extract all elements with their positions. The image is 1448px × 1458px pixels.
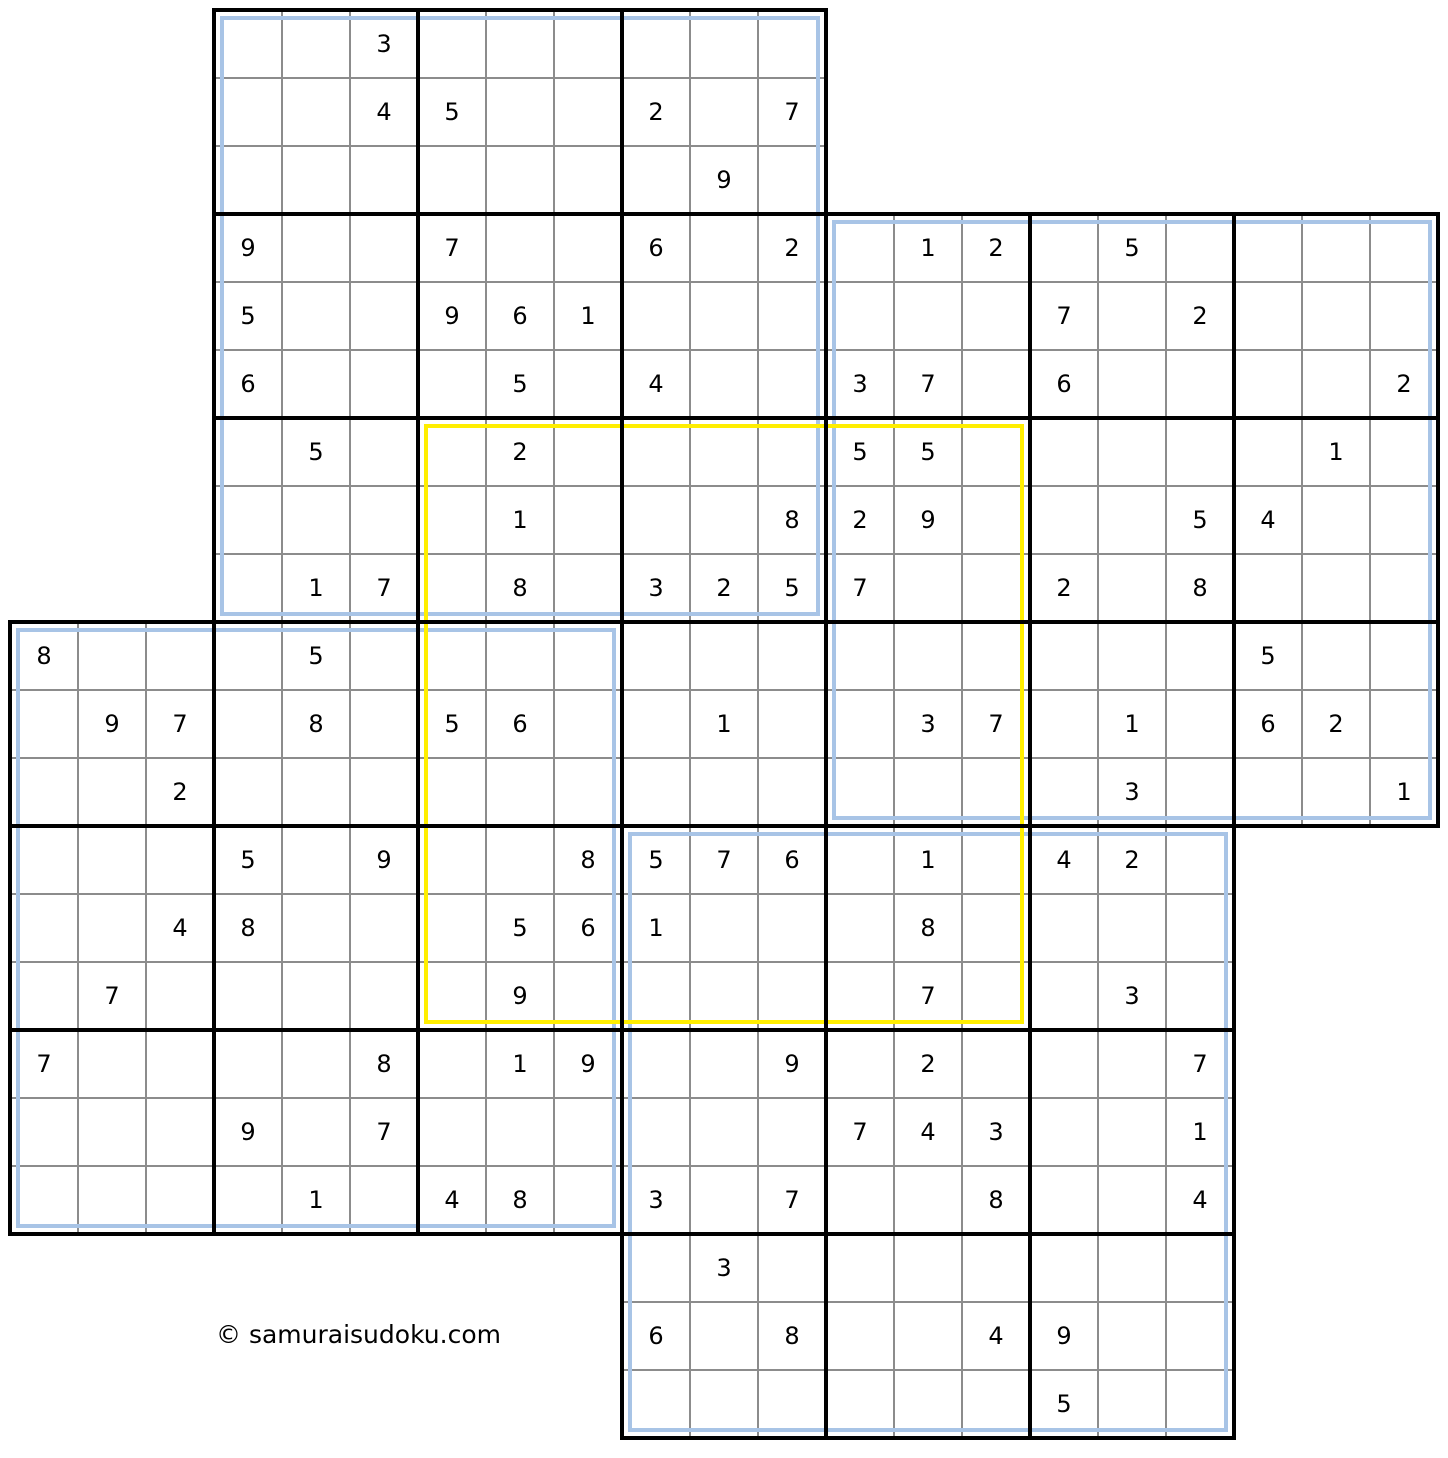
given-digit: 5 (1124, 234, 1140, 262)
given-digit: 8 (512, 574, 528, 602)
given-digit: 7 (852, 1118, 868, 1146)
given-digit: 5 (784, 574, 800, 602)
given-digit: 1 (512, 1050, 528, 1078)
given-digit: 4 (1260, 506, 1276, 534)
given-digit: 1 (580, 302, 596, 330)
given-digit: 7 (784, 98, 800, 126)
given-digit: 6 (512, 302, 528, 330)
given-digit: 5 (240, 302, 256, 330)
given-digit: 1 (920, 846, 936, 874)
given-digit: 5 (1260, 642, 1276, 670)
given-digit: 2 (1396, 370, 1412, 398)
given-digit: 6 (1056, 370, 1072, 398)
given-digit: 6 (648, 234, 664, 262)
given-digit: 9 (376, 846, 392, 874)
given-digit: 7 (1056, 302, 1072, 330)
given-digit: 6 (784, 846, 800, 874)
given-digit: 1 (1328, 438, 1344, 466)
given-digit: 4 (920, 1118, 936, 1146)
given-digit: 3 (648, 574, 664, 602)
given-digit: 1 (308, 574, 324, 602)
given-digit: 8 (36, 642, 52, 670)
given-digit: 9 (1056, 1322, 1072, 1350)
given-digit: 9 (580, 1050, 596, 1078)
copyright-text: © samuraisudoku.com (216, 1320, 501, 1349)
given-digit: 9 (240, 1118, 256, 1146)
given-digit: 2 (1192, 302, 1208, 330)
given-digit: 4 (1192, 1186, 1208, 1214)
given-digit: 2 (1328, 710, 1344, 738)
given-digit: 5 (512, 914, 528, 942)
given-digit: 6 (648, 1322, 664, 1350)
given-digit: 9 (104, 710, 120, 738)
given-digit: 3 (988, 1118, 1004, 1146)
given-digit: 7 (784, 1186, 800, 1214)
given-digit: 7 (444, 234, 460, 262)
given-digit: 6 (240, 370, 256, 398)
given-digit: 3 (648, 1186, 664, 1214)
given-digit: 2 (648, 98, 664, 126)
given-digit: 7 (172, 710, 188, 738)
given-digit: 9 (784, 1050, 800, 1078)
given-digit: 4 (172, 914, 188, 942)
given-digit: 5 (308, 642, 324, 670)
given-digit: 8 (580, 846, 596, 874)
given-digit: 8 (988, 1186, 1004, 1214)
given-digit: 8 (784, 1322, 800, 1350)
given-digit: 2 (784, 234, 800, 262)
given-digit: 7 (36, 1050, 52, 1078)
given-digit: 3 (920, 710, 936, 738)
given-digit: 9 (920, 506, 936, 534)
given-digit: 8 (1192, 574, 1208, 602)
given-digit: 2 (716, 574, 732, 602)
given-digit: 5 (648, 846, 664, 874)
given-digit: 3 (376, 30, 392, 58)
given-digit: 7 (716, 846, 732, 874)
given-digit: 2 (172, 778, 188, 806)
given-digit: 9 (444, 302, 460, 330)
given-digit: 6 (1260, 710, 1276, 738)
given-digit: 6 (512, 710, 528, 738)
given-digit: 7 (376, 574, 392, 602)
given-digit: 4 (376, 98, 392, 126)
given-digit: 1 (920, 234, 936, 262)
given-digit: 7 (852, 574, 868, 602)
given-digit: 7 (920, 370, 936, 398)
given-digit: 9 (716, 166, 732, 194)
given-digit: 7 (920, 982, 936, 1010)
given-digit: 5 (308, 438, 324, 466)
given-digit: 3 (852, 370, 868, 398)
given-digits (36, 30, 1411, 1418)
given-digit: 8 (784, 506, 800, 534)
given-digit: 7 (376, 1118, 392, 1146)
given-digit: 4 (648, 370, 664, 398)
given-digit: 1 (648, 914, 664, 942)
given-digit: 9 (240, 234, 256, 262)
given-digit: 2 (852, 506, 868, 534)
given-digit: 5 (1056, 1390, 1072, 1418)
given-digit: 4 (444, 1186, 460, 1214)
given-digit: 5 (512, 370, 528, 398)
given-digit: 1 (716, 710, 732, 738)
given-digit: 5 (852, 438, 868, 466)
given-digit: 2 (512, 438, 528, 466)
given-digit: 8 (512, 1186, 528, 1214)
given-digit: 3 (716, 1254, 732, 1282)
given-digit: 4 (988, 1322, 1004, 1350)
given-digit: 9 (512, 982, 528, 1010)
given-digit: 5 (444, 710, 460, 738)
given-digit: 1 (1396, 778, 1412, 806)
given-digit: 5 (444, 98, 460, 126)
given-digit: 3 (1124, 778, 1140, 806)
given-digit: 7 (104, 982, 120, 1010)
given-digit: 8 (240, 914, 256, 942)
given-digit: 8 (308, 710, 324, 738)
given-digit: 8 (920, 914, 936, 942)
given-digit: 5 (920, 438, 936, 466)
given-digit: 8 (376, 1050, 392, 1078)
given-digit: 1 (512, 506, 528, 534)
given-digit: 1 (1124, 710, 1140, 738)
given-digit: 2 (920, 1050, 936, 1078)
given-digit: 2 (1124, 846, 1140, 874)
given-digit: 7 (1192, 1050, 1208, 1078)
given-digit: 4 (1056, 846, 1072, 874)
given-digit: 5 (1192, 506, 1208, 534)
given-digit: 3 (1124, 982, 1140, 1010)
given-digit: 6 (580, 914, 596, 942)
given-digit: 1 (308, 1186, 324, 1214)
given-digit: 1 (1192, 1118, 1208, 1146)
given-digit: 5 (240, 846, 256, 874)
given-digit: 2 (988, 234, 1004, 262)
given-digit: 2 (1056, 574, 1072, 602)
given-digit: 7 (988, 710, 1004, 738)
